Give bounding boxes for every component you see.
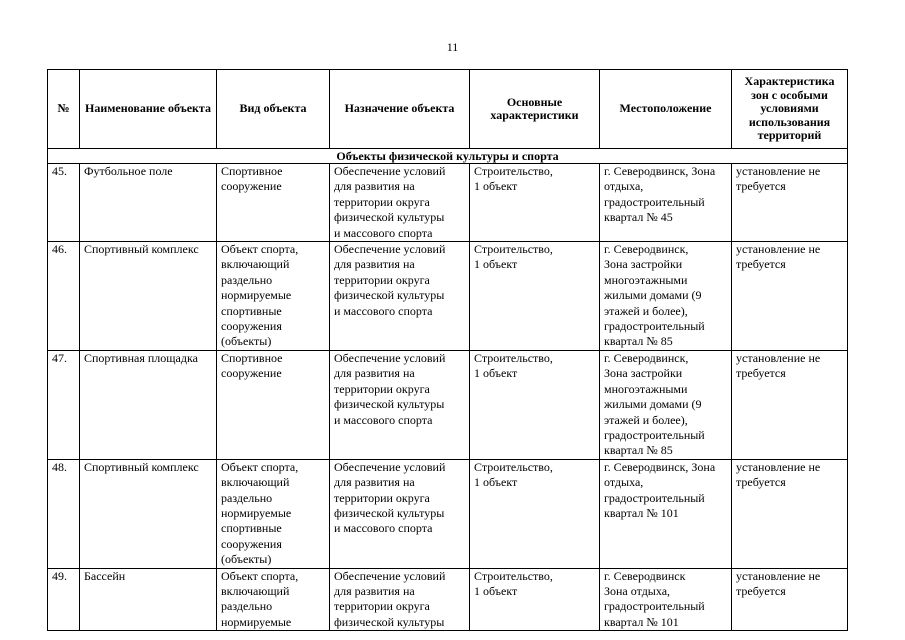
object-name: Спортивный комплекс bbox=[80, 459, 217, 568]
header-characteristics: Основные характеристики bbox=[470, 70, 600, 149]
object-kind: Спортивное сооружение bbox=[217, 164, 330, 242]
object-name: Спортивная площадка bbox=[80, 350, 217, 459]
object-purpose: Обеспечение условий для развития на территории округа физической культуры и массового спорта bbox=[330, 459, 470, 568]
section-row bbox=[48, 149, 848, 164]
object-characteristics: Строительство, 1 объект bbox=[470, 350, 600, 459]
object-purpose: Обеспечение условий для развития на территории округа физической культуры и массового спорта bbox=[330, 350, 470, 459]
object-kind: Объект спорта, включающий раздельно нормируемые спортивные сооружения (объекты) bbox=[217, 459, 330, 568]
section-title: Объекты физической культуры и спорта bbox=[48, 149, 848, 164]
header-location: Местоположение bbox=[600, 70, 732, 149]
object-kind: Объект спорта, включающий раздельно нормируемые bbox=[217, 568, 330, 631]
row-number: 49. bbox=[48, 568, 80, 631]
header-name: Наименование объекта bbox=[80, 70, 217, 149]
object-location: г. Северодвинск Зона отдыха, градостроительный квартал № 101 bbox=[600, 568, 732, 631]
object-location: г. Северодвинск, Зона отдыха, градостроительный квартал № 45 bbox=[600, 164, 732, 242]
table-row bbox=[48, 459, 848, 568]
header-purpose: Назначение объекта bbox=[330, 70, 470, 149]
object-location: г. Северодвинск, Зона застройки многоэтажными жилыми домами (9 этажей и более), градостроительный квартал № 85 bbox=[600, 242, 732, 351]
object-zones: установление не требуется bbox=[732, 242, 848, 351]
header-kind: Вид объекта bbox=[217, 70, 330, 149]
page-number: 11 bbox=[446, 40, 459, 54]
row-number: 47. bbox=[48, 350, 80, 459]
object-characteristics: Строительство, 1 объект bbox=[470, 164, 600, 242]
object-name: Футбольное поле bbox=[80, 164, 217, 242]
header-number: № bbox=[48, 70, 80, 149]
object-kind: Спортивное сооружение bbox=[217, 350, 330, 459]
object-characteristics: Строительство, 1 объект bbox=[470, 459, 600, 568]
table-row bbox=[48, 568, 848, 631]
object-zones: установление не требуется bbox=[732, 164, 848, 242]
row-number: 45. bbox=[48, 164, 80, 242]
object-purpose: Обеспечение условий для развития на территории округа физической культуры bbox=[330, 568, 470, 631]
object-location: г. Северодвинск, Зона отдыха, градостроительный квартал № 101 bbox=[600, 459, 732, 568]
object-kind: Объект спорта, включающий раздельно нормируемые спортивные сооружения (объекты) bbox=[217, 242, 330, 351]
table-row bbox=[48, 242, 848, 351]
table-header-row bbox=[48, 70, 848, 149]
object-purpose: Обеспечение условий для развития на территории округа физической культуры и массового спорта bbox=[330, 242, 470, 351]
row-number: 48. bbox=[48, 459, 80, 568]
object-purpose: Обеспечение условий для развития на территории округа физической культуры и массового спорта bbox=[330, 164, 470, 242]
object-name: Спортивный комплекс bbox=[80, 242, 217, 351]
header-zones: Характеристика зон с особыми условиями использования территорий bbox=[732, 70, 848, 149]
objects-table bbox=[47, 69, 848, 631]
object-zones: установление не требуется bbox=[732, 350, 848, 459]
object-name: Бассейн bbox=[80, 568, 217, 631]
table-row bbox=[48, 164, 848, 242]
object-location: г. Северодвинск, Зона застройки многоэтажными жилыми домами (9 этажей и более), градостроительный квартал № 85 bbox=[600, 350, 732, 459]
object-zones: установление не требуется bbox=[732, 459, 848, 568]
object-zones: установление не требуется bbox=[732, 568, 848, 631]
table-row bbox=[48, 350, 848, 459]
object-characteristics: Строительство, 1 объект bbox=[470, 242, 600, 351]
object-characteristics: Строительство, 1 объект bbox=[470, 568, 600, 631]
row-number: 46. bbox=[48, 242, 80, 351]
